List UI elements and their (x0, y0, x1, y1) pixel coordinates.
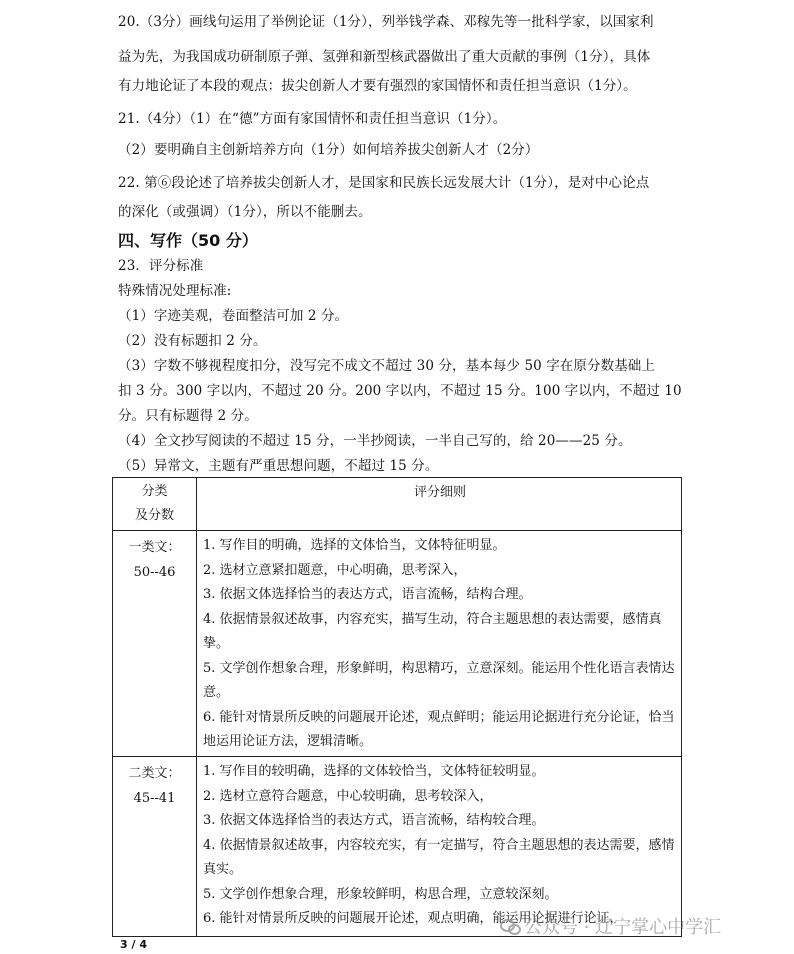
criteria-item: 3. 依据文体选择恰当的表达方式，语言流畅，结构较合理。 (203, 813, 545, 828)
table-row (113, 531, 682, 757)
header-criteria: 评分细则 (197, 478, 682, 531)
q20-line-2: 益为先，为我国成功研制原子弹、氢弹和新型核武器做出了重大贡献的事例（1分），具体 (118, 49, 651, 65)
category-label: 一类文： (128, 540, 181, 555)
wechat-icon (500, 918, 520, 934)
criteria-item: 2. 选材立意符合题意，中心较明确，思考较深入， (203, 788, 493, 804)
watermark-text: 公众号 · 辽宁掌心中学汇 (524, 917, 722, 938)
q23-rule-3b: 扣 3 分。300 字以内，不超过 20 分。200 字以内，不超过 15 分。100 字以内，不超过 10 (118, 383, 682, 399)
q21-line-1: 21.（4分）（1）在“德”方面有家国情怀和责任担当意识（1分）。 (118, 111, 507, 127)
q23-rule-3a: （3）字数不够视程度扣分，没写完不成文不超过 30 分，基本每少 50 字在原分数基础上 (118, 358, 656, 374)
criteria-item: 1. 写作目的明确，选择的文体恰当，文体特征明显。 (203, 538, 506, 553)
q23-title: 23．评分标准 (118, 258, 204, 274)
criteria-item: 5. 文学创作想象合理，形象鲜明，构思精巧，立意深刻。能运用个性化语言表情达意。 (203, 660, 675, 700)
criteria-item: 2. 选材立意紧扣题意，中心明确，思考深入， (203, 562, 467, 578)
q23-rule-3c: 分。只有标题得 2 分。 (118, 408, 258, 424)
criteria-item: 6. 能针对情景所反映的问题展开论述，观点鲜明；能运用论据进行充分论证，恰当地运用论证方法，逻辑清晰。 (203, 709, 675, 749)
row-criteria (197, 757, 682, 937)
q23-special-title: 特殊情况处理标准: (118, 283, 232, 299)
rubric-table (112, 477, 682, 937)
table-header-row (113, 478, 682, 531)
row-category (113, 757, 197, 937)
q23-rule-4: （4）全文抄写阅读的不超过 15 分，一半抄阅读，一半自己写的，给 20——25 分。 (118, 433, 632, 449)
category-label: 二类文： (128, 766, 181, 781)
row-category (113, 531, 197, 757)
criteria-item: 3. 依据文体选择恰当的表达方式，语言流畅，结构合理。 (203, 587, 532, 602)
criteria-item: 5. 文学创作想象合理，形象较鲜明，构思合理，立意较深刻。 (203, 886, 558, 902)
watermark (500, 913, 721, 939)
criteria-item: 4. 依据情景叙述故事，内容较充实，有一定描写，符合主题思想的表达需要，感情真实。 (203, 837, 675, 877)
q21-line-2: （2）要明确自主创新培养方向（1分）如何培养拔尖创新人才（2分） (118, 142, 539, 158)
header-category-line-2: 及分数 (134, 508, 174, 523)
q23-rule-1: （1）字迹美观，卷面整洁可加 2 分。 (118, 308, 349, 324)
category-score: 50--46 (133, 565, 176, 580)
table-row (113, 757, 682, 937)
header-category (113, 478, 197, 531)
criteria-item: 4. 依据情景叙述故事，内容充实，描写生动，符合主题思想的表达需要，感情真挚。 (203, 611, 662, 651)
q22-line-2: 的深化（或强调）（1分），所以不能删去。 (118, 204, 372, 220)
q23-rule-5: （5）异常文，主题有严重思想问题，不超过 15 分。 (118, 458, 439, 474)
q23-rule-2: （2）没有标题扣 2 分。 (118, 333, 267, 349)
category-score: 45--41 (133, 791, 176, 806)
page-number: 3 / 4 (120, 938, 147, 951)
row-criteria (197, 531, 682, 757)
criteria-item: 1. 写作目的较明确，选择的文体较恰当，文体特征较明显。 (203, 764, 545, 779)
q20-line-3: 有力地论证了本段的观点：拔尖创新人才要有强烈的家国情怀和责任担当意识（1分）。 (118, 78, 637, 94)
section-heading: 四、写作（50 分） (118, 231, 258, 250)
q20-line-1: 20.（3分）画线句运用了举例论证（1分），列举钱学森、邓稼先等一批科学家，以国家利 (118, 14, 654, 30)
header-category-line-1: 分类 (141, 484, 168, 499)
q22-line-1: 22. 第⑥段论述了培养拔尖创新人才，是国家和民族长远发展大计（1分），是对中心论点 (118, 175, 650, 191)
criteria-item: 6. 能针对情景所反映的问题展开论述，观点明确，能运用论据进行论证， (203, 911, 623, 926)
